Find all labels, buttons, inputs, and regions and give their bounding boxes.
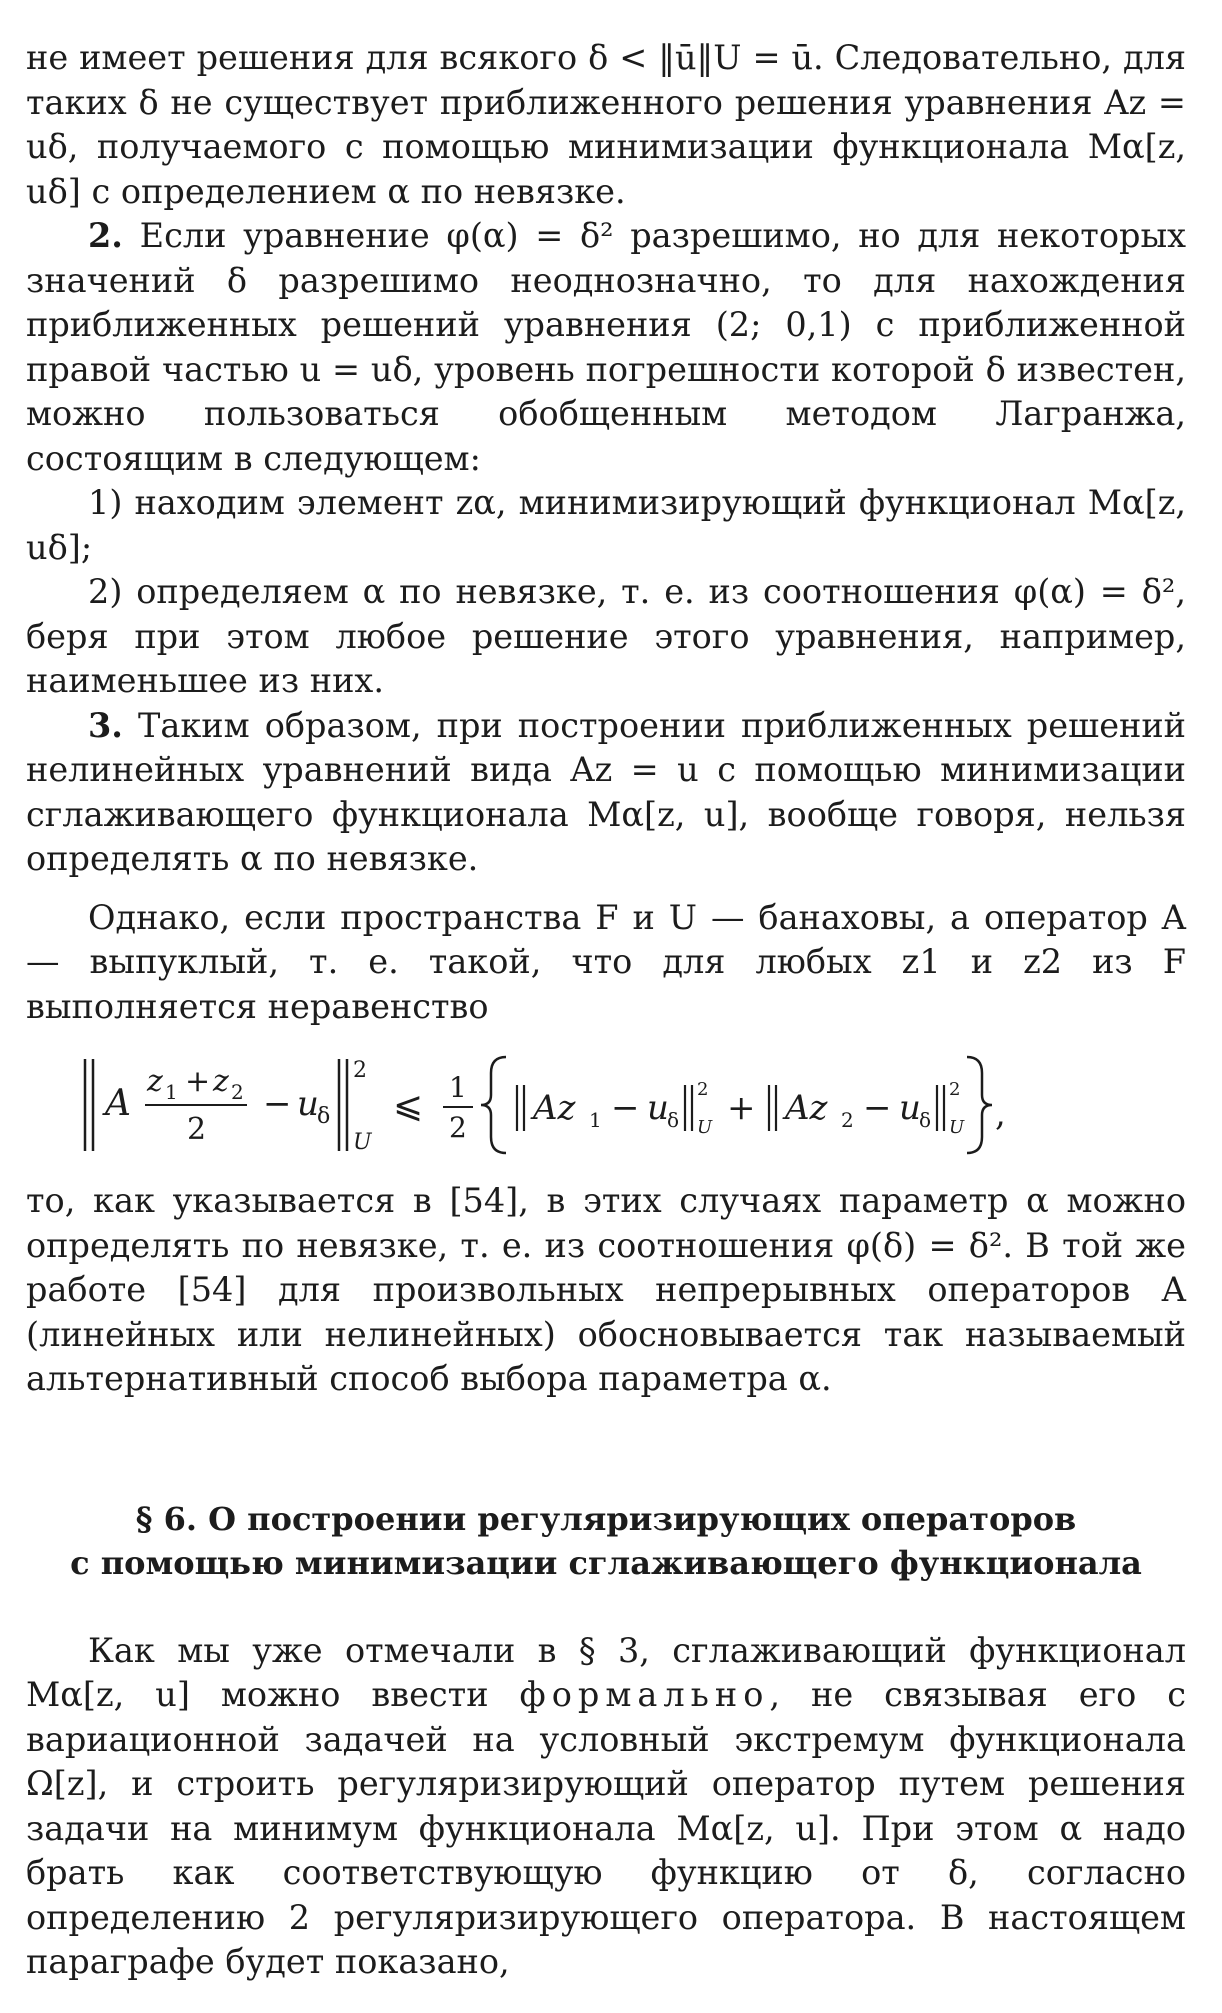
formula-z1: z — [147, 1064, 163, 1099]
formula-A: A — [105, 1083, 131, 1124]
paragraph-5: то, как указывается в [54], в этих случаях параметр α можно определять по невязке, т. е. из соотношения φ(δ) = δ². В той же работе [54] для произвольных непрерывных операторов A (линейных или нелинейных) обосновывается так называемый альтернативный способ выбора параметра α. — [26, 1181, 1186, 1398]
formula-leq: ⩽ — [393, 1085, 424, 1126]
formula-sub2: 2 — [231, 1080, 244, 1104]
formula-U-3: U — [949, 1117, 965, 1138]
formula-sub1: 1 — [165, 1080, 178, 1104]
paragraph-6-start: Как мы уже отмечали в § 3, сглаживающий функционал Mα[z, u] можно ввести — [26, 1630, 1186, 1714]
page-body — [26, 36, 1186, 1985]
formula-delta-2: δ — [667, 1108, 680, 1132]
formula-Az1: Az — [533, 1088, 576, 1128]
formula-plus-2: + — [727, 1088, 756, 1128]
section-heading-line-1: § 6. О построении регуляризирующих операторов — [135, 1499, 1077, 1538]
formula-svg — [81, 1039, 1141, 1169]
convexity-inequality — [81, 1029, 1186, 1179]
paragraph-3-text: Таким образом, при построении приближенных решений нелинейных уравнений вида Az = u с помощью минимизации сглаживающего функционала Mα[z, u], вообще говоря, нельзя определять α по невязке. — [26, 705, 1186, 878]
step-2: 2) определяем α по невязке, т. е. из соотношения φ(α) = δ², беря при этом любое решение этого уравнения, например, наименьшее из них. — [26, 572, 1186, 700]
formula-u-2: u — [647, 1088, 669, 1128]
formula-delta-3: δ — [919, 1108, 932, 1132]
formula-sq-2: 2 — [697, 1079, 709, 1100]
formula-two: 2 — [449, 1111, 467, 1144]
formula-z2: z — [213, 1064, 229, 1099]
formula-U: U — [353, 1130, 372, 1155]
formula-U-2: U — [697, 1117, 713, 1138]
spaced-word: формально — [519, 1675, 770, 1714]
formula-denom: 2 — [187, 1112, 207, 1147]
paragraph-2-text: Если уравнение φ(α) = δ² разрешимо, но для некоторых значений δ разрешимо неоднозначно, то для нахождения приближенных решений уравнения (2; 0,1) с приближенной правой частью u = uδ, уровень погрешности которой δ известен, можно пользоваться обобщенным методом Лагранжа, состоящим в следующем: — [26, 216, 1186, 478]
formula-Az2: Az — [785, 1088, 828, 1128]
formula-minus: − — [263, 1084, 292, 1124]
paragraph-2 — [26, 214, 1186, 481]
section-heading-line-2: с помощью минимизации сглаживающего функционала — [70, 1543, 1142, 1582]
formula-Az1-sub: 1 — [589, 1108, 602, 1132]
paragraph-6 — [26, 1629, 1186, 1985]
formula-minus-3: − — [863, 1088, 892, 1128]
formula-u: u — [297, 1084, 319, 1124]
formula-Az2-sub: 2 — [841, 1108, 854, 1132]
formula-sq: 2 — [353, 1058, 367, 1083]
formula-minus-2: − — [611, 1088, 640, 1128]
paragraph-6-rest: , не связывая его с вариационной задачей на условный экстремум функционала Ω[z], и строить регуляризирующий оператор путем решения задачи на минимум функционала Mα[z, u]. При этом α надо брать как соответствующую функцию от δ, согласно определению 2 регуляризирующего оператора. В настоящем параграфе будет показано, — [26, 1675, 1186, 1981]
paragraph-3 — [26, 704, 1186, 882]
item-number-3: 3. — [88, 705, 123, 745]
paragraph-4: Однако, если пространства F и U — банаховы, а оператор A — выпуклый, т. е. такой, что для любых z1 и z2 из F выполняется неравенство — [26, 897, 1186, 1026]
formula-sq-3: 2 — [949, 1079, 961, 1100]
paragraph-1: не имеет решения для всякого δ < ‖ū‖U = ū. Следовательно, для таких δ не существует приближенного решения уравнения Az = uδ, получаемого с помощью минимизации функционала Mα[z, uδ] с определением α по невязке. — [26, 38, 1186, 211]
formula-delta: δ — [317, 1104, 331, 1129]
formula-one: 1 — [449, 1071, 467, 1104]
formula-u-3: u — [899, 1088, 921, 1128]
formula-comma: , — [995, 1094, 1006, 1134]
item-number-2: 2. — [88, 216, 123, 255]
section-heading — [26, 1497, 1186, 1585]
formula-plus: + — [185, 1064, 211, 1099]
step-1: 1) находим элемент zα, минимизирующий функционал Mα[z, uδ]; — [26, 483, 1186, 567]
